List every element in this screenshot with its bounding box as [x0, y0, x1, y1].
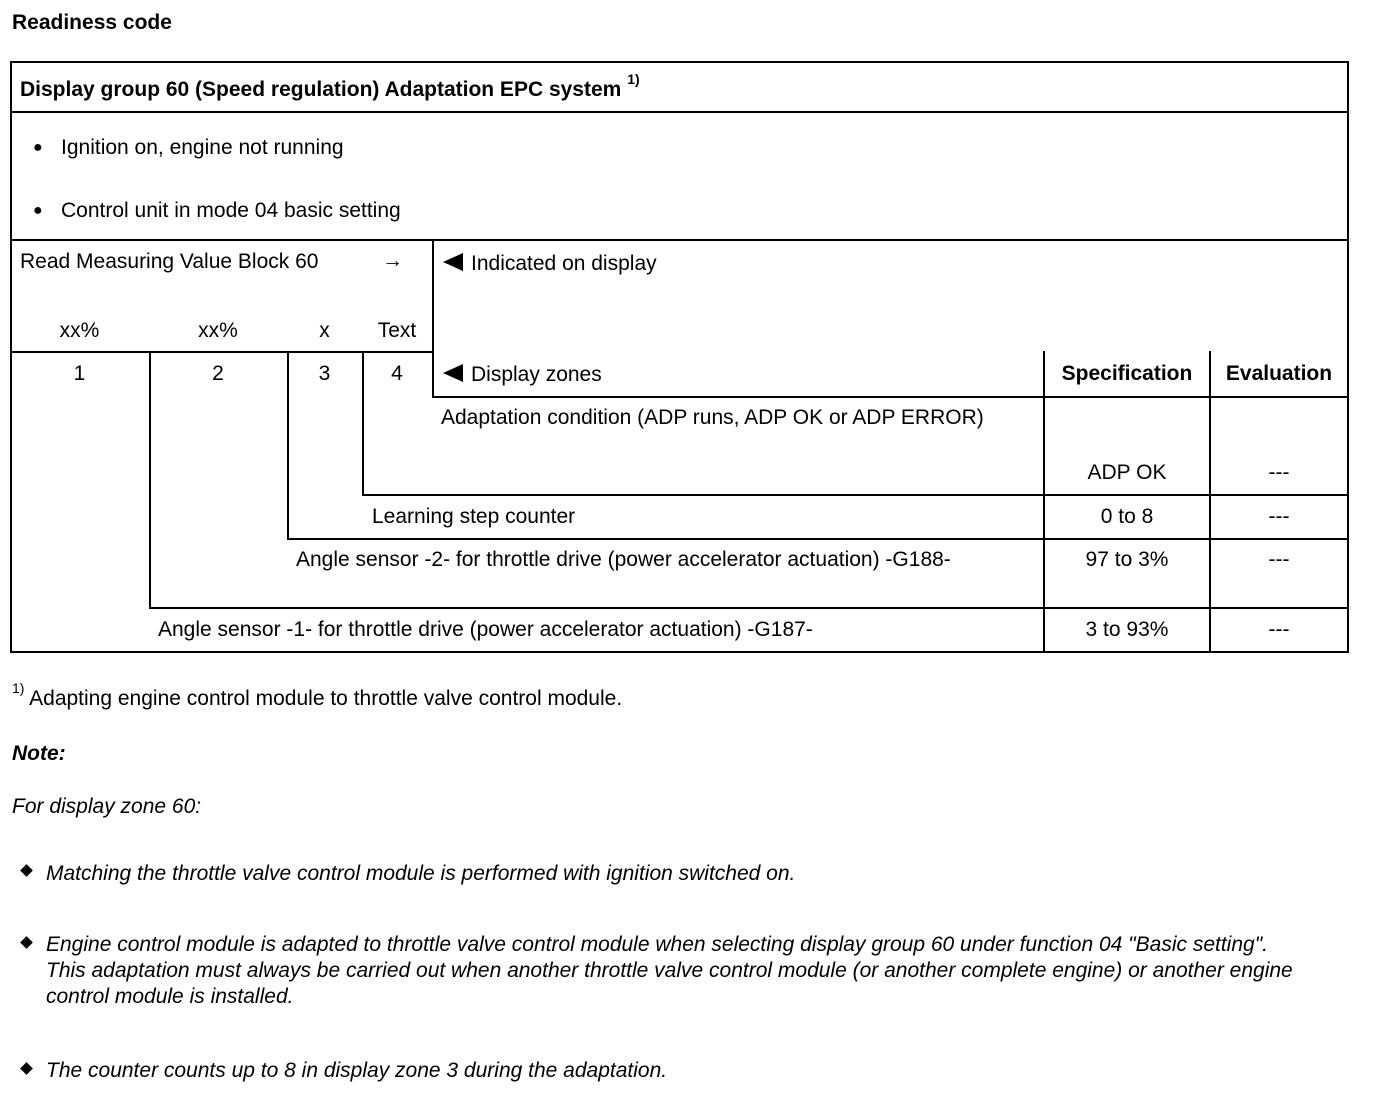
row-eval-zone4: --- [1268, 461, 1290, 484]
row-spec-zone2: 97 to 3% [1085, 548, 1169, 571]
row-eval-zone2: --- [1268, 548, 1290, 571]
unit-zone-1: xx% [59, 319, 100, 342]
row-eval-zone3: --- [1268, 505, 1290, 528]
row-divider-1 [362, 494, 1349, 496]
zone-number-3: 3 [318, 362, 331, 385]
arrow-right-icon: → [382, 249, 403, 272]
evaluation-header: Evaluation [1225, 362, 1333, 385]
row-spec-zone1: 3 to 93% [1085, 618, 1169, 641]
table-header-footnote-ref: 1) [627, 71, 640, 87]
row-label-zone2: Angle sensor -2- for throttle drive (power accelerator actuation) -G188- [296, 548, 951, 571]
triangle-left-icon [443, 253, 463, 271]
unit-zone-2: xx% [198, 319, 238, 342]
unit-zone-4: Text [377, 319, 417, 342]
note-bullet-icon [20, 1062, 33, 1075]
note-item: The counter counts up to 8 in display zone 3 during the adaptation. [46, 1059, 668, 1082]
units-divider [10, 351, 434, 353]
table-border-bottom [10, 651, 1349, 653]
table-border-top [10, 61, 1349, 63]
zones-header-divider [432, 396, 1349, 398]
page-title: Readiness code [12, 11, 172, 34]
read-block-divider [432, 239, 434, 397]
note-title: Note: [12, 742, 66, 765]
row-label-zone3: Learning step counter [372, 505, 576, 528]
note-bullet-icon [20, 936, 33, 949]
zone-number-1: 1 [73, 362, 86, 385]
row-spec-zone4: ADP OK [1087, 461, 1167, 484]
zone-number-2: 2 [212, 362, 224, 385]
condition-item: Control unit in mode 04 basic setting [61, 199, 401, 222]
indicated-label: Indicated on display [471, 252, 657, 275]
row-eval-zone1: --- [1268, 618, 1290, 641]
table-header [20, 71, 640, 103]
row-label-zone1: Angle sensor -1- for throttle drive (power accelerator actuation) -G187- [158, 618, 813, 641]
footnote-ref: 1) [12, 680, 25, 696]
conditions-divider [10, 239, 1349, 241]
table-border-left [10, 61, 12, 653]
note-item: Matching the throttle valve control module is performed with ignition switched on. [46, 862, 796, 885]
condition-bullet-icon: ● [33, 202, 43, 219]
row-spec-zone3: 0 to 8 [1100, 505, 1154, 528]
display-zones-label: Display zones [471, 363, 602, 386]
row-divider-2 [287, 538, 1349, 540]
row-divider-3 [149, 607, 1349, 609]
note-intro: For display zone 60: [12, 795, 202, 818]
header-divider [10, 111, 1349, 113]
note-item: Engine control module is adapted to throttle valve control module when selecting display group 60 under function 04 "Basic setting". This adaptation must always be carried out when another throttle valve control module (or another complete engine) or another engine control module is installed. [46, 933, 1293, 1008]
triangle-left-icon [443, 364, 463, 382]
table-header-text: Display group 60 (Speed regulation) Adaptation EPC system [20, 78, 622, 101]
table-border-right [1347, 61, 1349, 653]
footnote [12, 680, 623, 712]
condition-item: Ignition on, engine not running [61, 136, 344, 159]
note-bullet-icon [20, 864, 33, 877]
row-label-zone4: Adaptation condition (ADP runs, ADP OK or ADP ERROR) [441, 406, 984, 429]
unit-zone-3: x [319, 319, 330, 342]
specification-header: Specification [1061, 362, 1193, 385]
display-zones-header [443, 362, 602, 388]
read-block-label: Read Measuring Value Block 60 [20, 250, 319, 273]
zone-number-4: 4 [391, 362, 403, 385]
footnote-text: Adapting engine control module to throttle valve control module. [29, 687, 623, 710]
stair-line-zone1 [149, 351, 151, 609]
indicated-on-display [443, 251, 657, 277]
condition-bullet-icon: ● [33, 139, 43, 156]
